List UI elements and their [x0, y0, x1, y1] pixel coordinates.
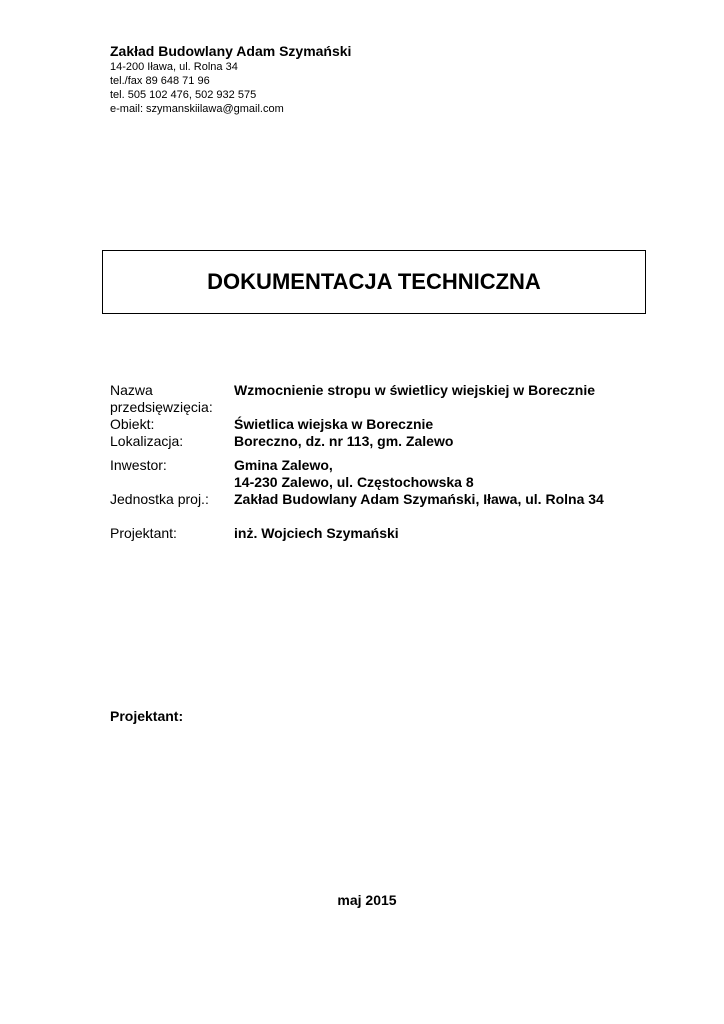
info-value-inwestor-address: 14-230 Zalewo, ul. Częstochowska 8: [234, 474, 474, 490]
document-title: DOKUMENTACJA TECHNICZNA: [207, 269, 541, 294]
info-label-projektant: Projektant:: [110, 525, 177, 541]
company-name: Zakład Budowlany Adam Szymański: [110, 43, 352, 59]
info-label-nazwa: Nazwa: [110, 382, 153, 398]
company-telfax: tel./fax 89 648 71 96: [110, 75, 210, 87]
info-label-inwestor: Inwestor:: [110, 457, 167, 473]
company-email: e-mail: szymanskiilawa@gmail.com: [110, 103, 284, 115]
info-label-przedsiewziecia: przedsięwzięcia:: [110, 399, 213, 415]
info-label-jednostka: Jednostka proj.:: [110, 491, 209, 507]
info-value-projektant: inż. Wojciech Szymański: [234, 525, 399, 541]
title-box: [102, 250, 646, 314]
info-value-obiekt: Świetlica wiejska w Borecznie: [234, 416, 434, 432]
info-value-jednostka: Zakład Budowlany Adam Szymański, Iława, ul. Rolna 34: [234, 491, 604, 507]
company-phone: tel. 505 102 476, 502 932 575: [110, 89, 257, 101]
company-header: [110, 43, 351, 116]
info-label-lokalizacja: Lokalizacja:: [110, 433, 184, 449]
info-label-obiekt: Obiekt:: [110, 416, 155, 432]
info-value-inwestor: Gmina Zalewo,: [234, 457, 333, 473]
signature-label: Projektant:: [110, 708, 184, 724]
info-value-lokalizacja: Boreczno, dz. nr 113, gm. Zalewo: [234, 433, 454, 449]
document-date: maj 2015: [337, 892, 397, 908]
info-value-nazwa: Wzmocnienie stropu w świetlicy wiejskiej w Borecznie: [234, 382, 595, 398]
company-address: 14-200 Iława, ul. Rolna 34: [110, 61, 238, 73]
